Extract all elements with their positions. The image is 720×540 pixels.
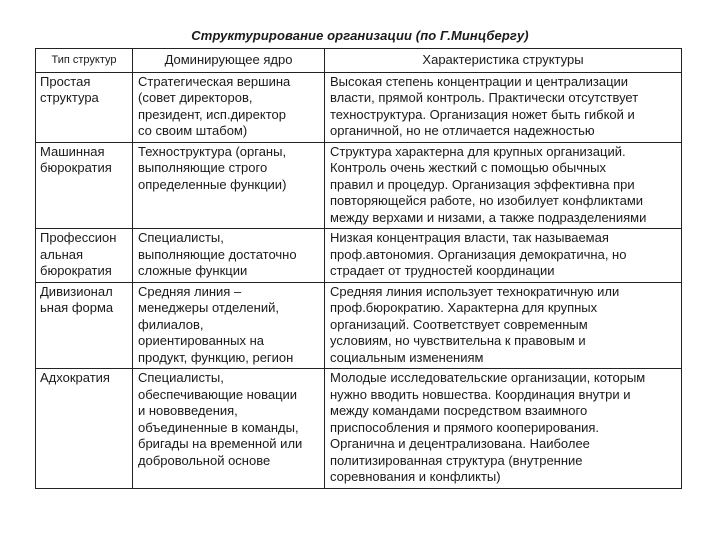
table-row (36, 369, 682, 489)
page-title: Структурирование организации (по Г.Минцбергу) (191, 28, 529, 43)
cell-characteristic: Молодые исследовательские организации, которым нужно вводить новшества. Координация внутри и между командами посредством взаимного приспособления и прямого кооперирования. Органична и децентрализована. Наиболее политизированная структура (внутренние соревнования и конфликты) (325, 369, 682, 489)
cell-characteristic: Средняя линия использует технократичную или проф.бюрократию. Характерна для крупных организаций. Соответствует современным условиям, но чувствительна к правовым и социальным изменениям (325, 282, 682, 369)
table-row (36, 229, 682, 283)
cell-characteristic: Структура характерна для крупных организаций. Контроль очень жесткий с помощью обычных правил и процедур. Организация эффективна при повторяющейся работе, но изобилует конфликтами между верхами и низами, а также подразделениями (325, 142, 682, 229)
cell-characteristic: Низкая концентрация власти, так называемая проф.автономия. Организация демократична, но страдает от трудностей координации (325, 229, 682, 283)
cell-structure-type: Дивизионал ьная форма (36, 282, 133, 369)
header-structure-characteristic: Характеристика структуры (325, 49, 682, 73)
cell-dominant-core: Средняя линия – менеджеры отделений, филиалов, ориентированных на продукт, функцию, регион (133, 282, 325, 369)
header-structure-type: Тип структур (36, 49, 133, 73)
cell-dominant-core: Специалисты, обеспечивающие новации и нововведения, объединенные в команды, бригады на временной или добровольной основе (133, 369, 325, 489)
table-row (36, 282, 682, 369)
mintzberg-structure-table (35, 48, 682, 489)
cell-structure-type: Машинная бюрократия (36, 142, 133, 229)
cell-structure-type: Простая структура (36, 72, 133, 142)
table-row (36, 142, 682, 229)
header-dominant-core: Доминирующее ядро (133, 49, 325, 73)
table-row (36, 72, 682, 142)
cell-dominant-core: Техноструктура (органы, выполняющие строго определенные функции) (133, 142, 325, 229)
table-header-row (36, 49, 682, 73)
cell-dominant-core: Стратегическая вершина (совет директоров, президент, исп.директор со своим штабом) (133, 72, 325, 142)
cell-characteristic: Высокая степень концентрации и централизации власти, прямой контроль. Практически отсутствует техноструктура. Организация ножет быть гибкой и органичной, но не отличается надежностью (325, 72, 682, 142)
cell-structure-type: Адхократия (36, 369, 133, 489)
cell-dominant-core: Специалисты, выполняющие достаточно сложные функции (133, 229, 325, 283)
cell-structure-type: Профессион альная бюрократия (36, 229, 133, 283)
